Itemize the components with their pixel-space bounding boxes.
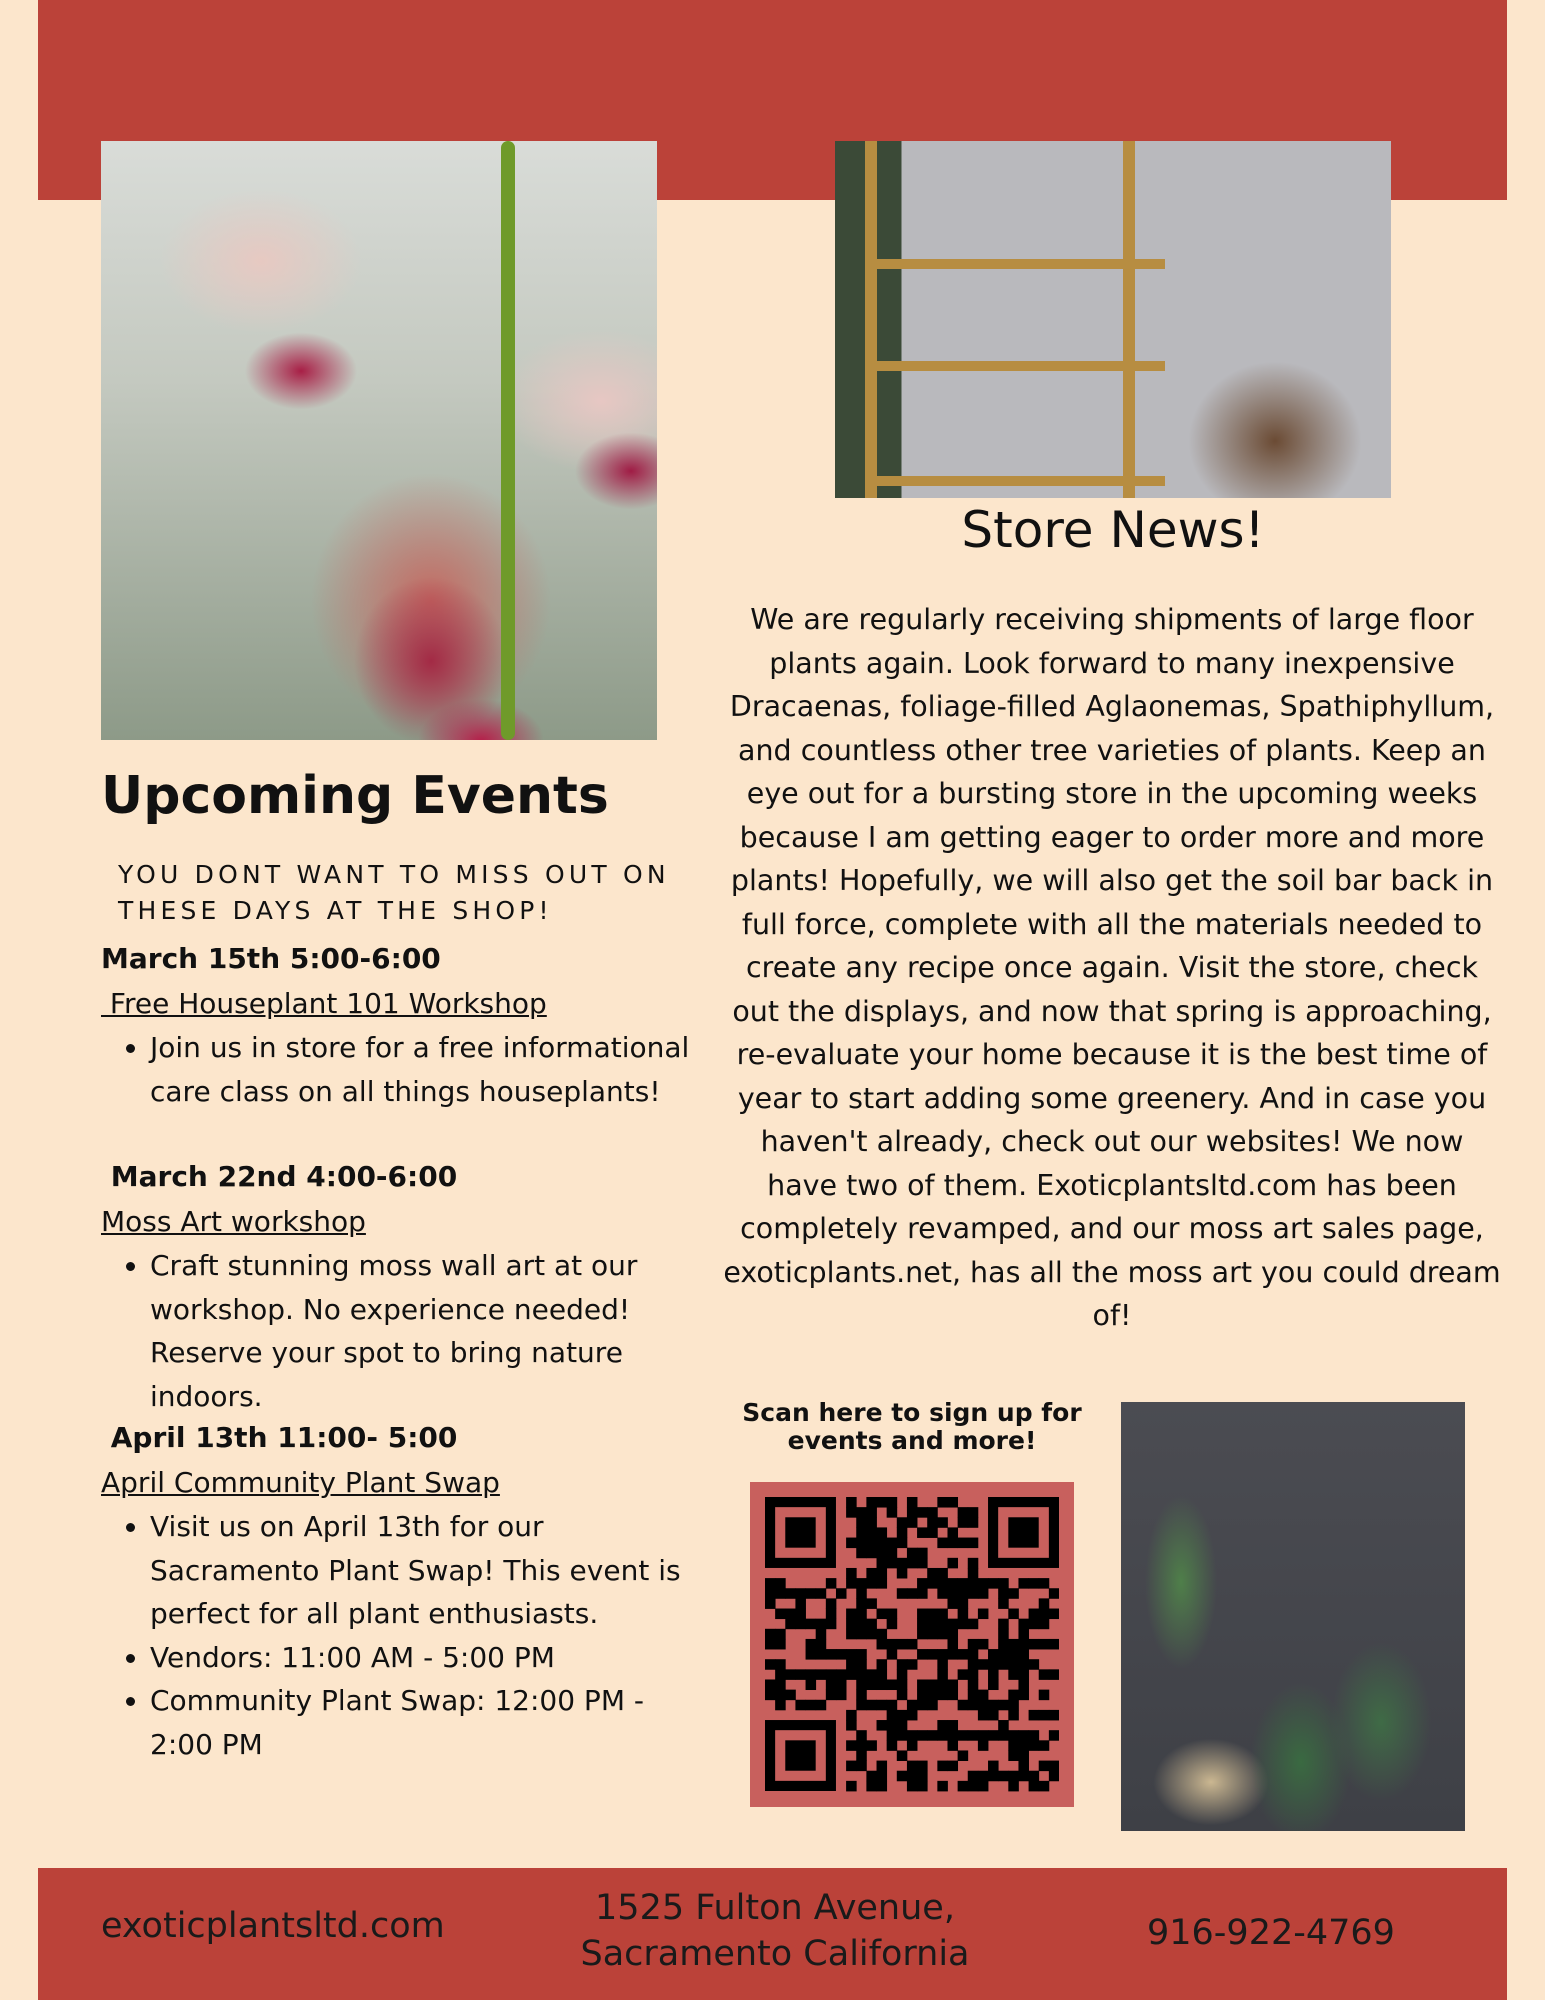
footer-phone[interactable]: 916-922-4769 [1147, 1913, 1395, 1953]
event-details-list [101, 1244, 710, 1418]
event-details-list [101, 1026, 710, 1113]
qr-code-pattern [765, 1497, 1059, 1792]
upcoming-events-title: Upcoming Events [101, 766, 609, 826]
event-name-link[interactable]: April Community Plant Swap [101, 1466, 500, 1499]
event-bullet: • Craft stunning moss wall art at our workshop. No experience needed! Reserve your spot to bring nature indoors. [150, 1244, 710, 1418]
store-news-body: We are regularly receiving shipments of large floor plants again. Look forward to many inexpensive Dracaenas, foliage-filled Aglaonemas, Spathiphyllum, and countless other tree varieties of plants. Keep an eye out for a bursting store in the upcoming weeks because I am getting eager to order more and more plants! Hopefully, we will also get the soil bar back in full force, complete with all the materials needed to create any recipe once again. Visit the store, check out the displays, and now that spring is approaching, re-evaluate your home because it is the best time of year to start adding some greenery. And in case you haven't already, check out our websites! We now have two of them. Exoticplantsltd.com has been completely revamped, and our moss art sales page, exoticplants.net, has all the moss art you could dream of! [723, 603, 1501, 1332]
qr-code[interactable] [750, 1482, 1074, 1807]
footer-website[interactable]: exoticplantsltd.com [101, 1906, 445, 1946]
qr-caption: Scan here to sign up for events and more! [742, 1398, 1082, 1455]
footer-address-line2: Sacramento California [580, 1934, 970, 1974]
event-bullet: • Vendors: 11:00 AM - 5:00 PM [150, 1636, 710, 1680]
event-date: March 22nd 4:00-6:00 [101, 1160, 458, 1193]
event-name-link[interactable]: Moss Art workshop [101, 1205, 366, 1238]
footer-address [540, 1885, 1010, 1977]
event-details-list [101, 1505, 710, 1766]
orchid-photo [101, 141, 657, 740]
event-name-link[interactable]: Free Houseplant 101 Workshop [101, 987, 547, 1020]
event-bullet: • Visit us on April 13th for our Sacramento Plant Swap! This event is perfect for all plant enthusiasts. [150, 1505, 710, 1636]
event-bullet: • Community Plant Swap: 12:00 PM - 2:00 PM [150, 1679, 710, 1766]
store-news-title: Store News! [961, 501, 1265, 559]
event-bullet: • Join us in store for a free informational care class on all things houseplants! [150, 1026, 710, 1113]
event-date: April 13th 11:00- 5:00 [101, 1421, 458, 1454]
store-shelf-photo [835, 141, 1391, 498]
footer-address-line1: 1525 Fulton Avenue, [595, 1888, 955, 1928]
event-date: March 15th 5:00-6:00 [101, 942, 441, 975]
begonia-photo [1121, 1402, 1465, 1831]
upcoming-events-subtitle: YOU DONT WANT TO MISS OUT ON THESE DAYS AT THE SHOP! [118, 860, 670, 925]
